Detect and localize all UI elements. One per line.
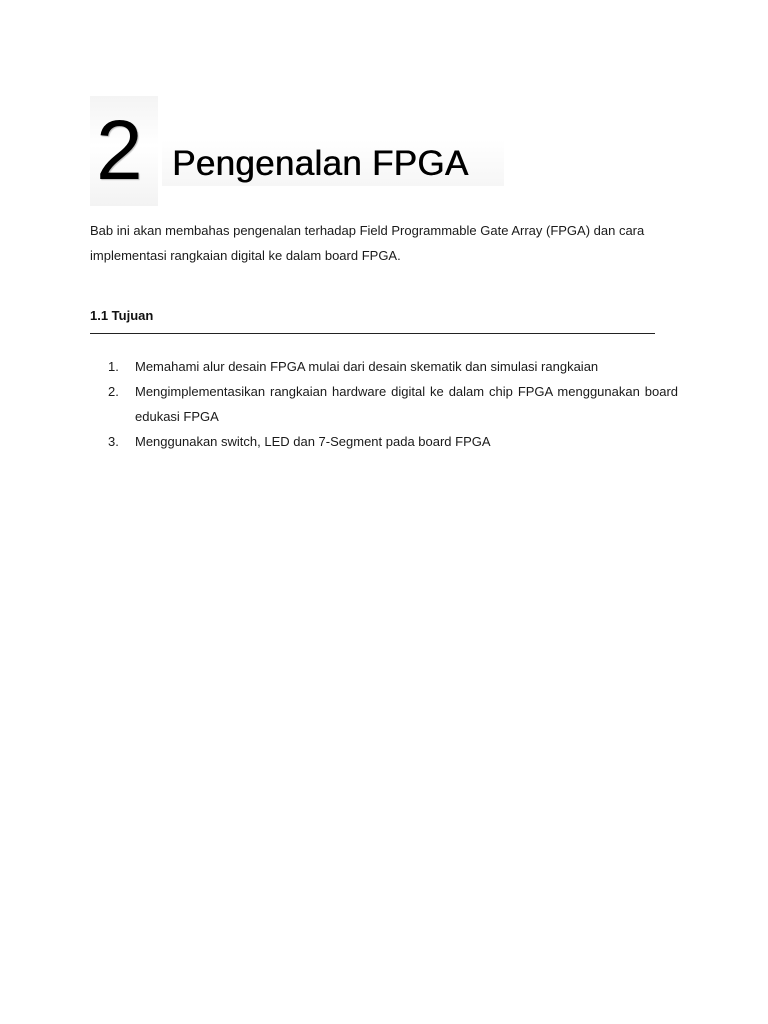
list-item-number: 1. [108,359,119,374]
list-item-text: Memahami alur desain FPGA mulai dari desain skematik dan simulasi rangkaian [135,359,599,374]
section-divider [90,333,655,334]
chapter-number: 2 [96,103,143,197]
chapter-title-box [162,140,504,186]
section-heading: 1.1 Tujuan [90,308,154,323]
list-item-text: Menggunakan switch, LED dan 7-Segment pada board FPGA [135,434,491,449]
chapter-number-box [90,96,158,206]
list-item-text: Mengimplementasikan rangkaian hardware digital ke dalam chip FPGA menggunakan board edukasi FPGA [135,384,678,424]
list-item [108,379,678,429]
list-item-number: 2. [108,384,119,399]
list-item [108,354,678,379]
chapter-header [90,96,510,206]
list-item-number: 3. [108,434,119,449]
list-item [108,429,678,454]
intro-paragraph: Bab ini akan membahas pengenalan terhadap Field Programmable Gate Array (FPGA) dan cara implementasi rangkaian digital ke dalam board FPGA. [90,223,645,263]
chapter-title: Pengenalan FPGA [172,144,469,183]
objectives-list [108,354,678,454]
